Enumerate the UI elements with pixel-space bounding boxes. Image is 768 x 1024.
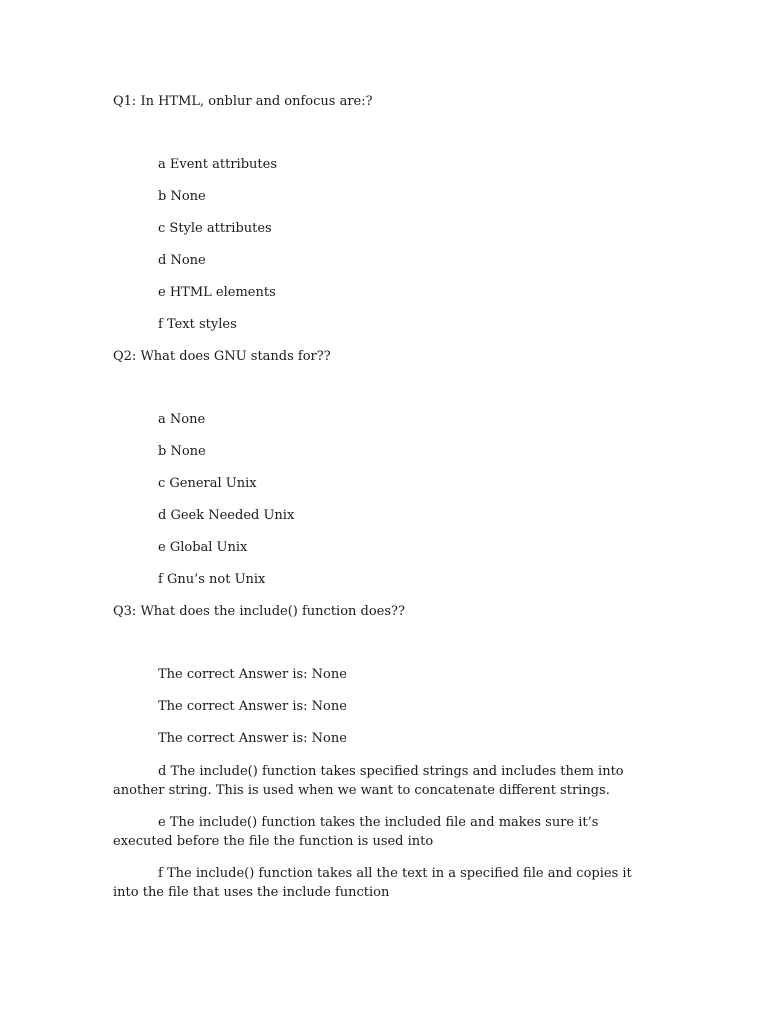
option-item: f Text styles <box>158 317 237 332</box>
option-item: b None <box>158 189 206 204</box>
option-item: a None <box>158 412 206 427</box>
question-block-3 <box>113 603 653 902</box>
question-block-2 <box>113 348 653 589</box>
option-item: The correct Answer is: None <box>158 731 347 746</box>
option-item: c General Unix <box>158 476 257 491</box>
question-block-1 <box>113 93 653 334</box>
option-item: d None <box>158 253 206 268</box>
question-1-options <box>113 156 653 334</box>
question-3-options <box>113 666 653 902</box>
option-item: e HTML elements <box>158 285 276 300</box>
question-3-text: Q3: What does the include() function does?? <box>113 604 405 619</box>
option-item: f Gnu’s not Unix <box>158 572 266 587</box>
option-item: c Style attributes <box>158 221 272 236</box>
option-item: a Event attributes <box>158 157 277 172</box>
question-1-text: Q1: In HTML, onblur and onfocus are:? <box>113 94 373 109</box>
option-item: b None <box>158 444 206 459</box>
option-item: d The include() function takes specified strings and includes them into another string. This is used when we want to concatenate different strings. <box>113 764 624 798</box>
option-item: d Geek Needed Unix <box>158 508 295 523</box>
option-item: f The include() function takes all the text in a specified file and copies it into the file that uses the include function <box>113 866 632 900</box>
option-item: The correct Answer is: None <box>158 699 347 714</box>
option-item: e Global Unix <box>158 540 248 555</box>
question-2-text: Q2: What does GNU stands for?? <box>113 349 331 364</box>
document-page <box>113 93 653 915</box>
option-item: The correct Answer is: None <box>158 667 347 682</box>
question-2-options <box>113 411 653 589</box>
option-item: e The include() function takes the included file and makes sure it’s executed before the file the function is used into <box>113 815 599 849</box>
